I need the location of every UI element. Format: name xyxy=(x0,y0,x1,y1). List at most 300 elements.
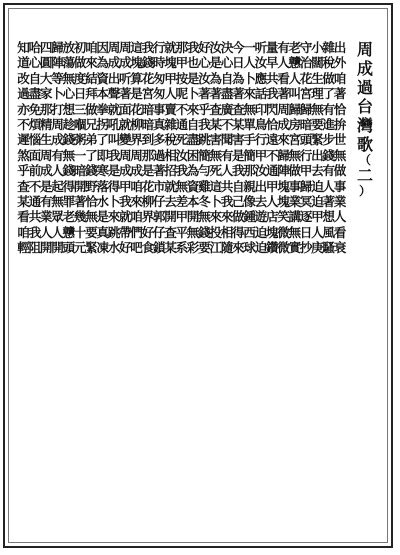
text-char: 我 xyxy=(175,163,189,179)
text-char: 本 xyxy=(186,193,200,209)
text-char: 緊 xyxy=(85,240,98,256)
text-char: 粥 xyxy=(73,132,87,148)
text-char: 成 xyxy=(107,55,121,71)
text-char: 開 xyxy=(51,240,64,256)
text-char: 共 xyxy=(28,209,42,225)
text-char: 得 xyxy=(232,224,245,240)
text-char: 自 xyxy=(186,116,200,132)
text-char: 有 xyxy=(220,147,234,163)
text-char: 咱 xyxy=(17,224,30,240)
text-char: 道 xyxy=(17,55,30,71)
text-char: 雜 xyxy=(164,116,177,132)
text-char: 做 xyxy=(322,70,335,86)
text-char: 做 xyxy=(73,55,87,71)
text-char: 拚 xyxy=(333,116,347,132)
text-char: 抄 xyxy=(299,240,313,256)
text-char: 成 xyxy=(277,116,290,132)
text-char: 盡 xyxy=(220,86,234,102)
text-char: 甲 xyxy=(299,163,313,179)
text-char: 趁 xyxy=(62,116,76,132)
text-char: 有 xyxy=(322,163,335,179)
text-char: 要 xyxy=(311,116,324,132)
text-char: 是 xyxy=(107,163,121,179)
text-char: 得 xyxy=(62,178,76,194)
text-char: 得 xyxy=(107,178,121,194)
text-char: 寒 xyxy=(96,163,109,179)
text-char: 歸 xyxy=(51,40,64,55)
text-char: 庚 xyxy=(311,240,324,256)
text-char: 亦 xyxy=(17,101,30,117)
text-char: 通 xyxy=(28,193,42,209)
text-char: 成 xyxy=(119,163,132,179)
text-char: 來 xyxy=(85,55,98,71)
text-char: 理 xyxy=(311,86,324,102)
text-char: 查 xyxy=(164,224,177,240)
text-char: 不 xyxy=(220,116,234,132)
text-char: 來 xyxy=(209,209,222,225)
text-char: 那 xyxy=(175,40,189,55)
text-char: 風 xyxy=(322,224,335,240)
text-char: 球 xyxy=(243,240,256,256)
text-char: 事 xyxy=(152,101,166,117)
text-char: 鎖 xyxy=(152,240,166,256)
text-char: 歸 xyxy=(299,178,313,194)
text-char: 嗰 xyxy=(73,116,87,132)
text-char: 輕 xyxy=(17,240,30,256)
text-char: 步 xyxy=(322,132,335,148)
text-char: 凍 xyxy=(96,240,109,256)
text-char: 外 xyxy=(333,55,347,71)
text-char: 為 xyxy=(96,55,109,71)
text-char: 初 xyxy=(73,40,87,55)
text-char: 花 xyxy=(299,70,313,86)
text-char: 無 xyxy=(62,70,76,86)
text-char: 業 xyxy=(333,193,347,209)
text-char: 稅 xyxy=(164,132,177,148)
text-char: 西 xyxy=(243,224,256,240)
text-char: 那 xyxy=(39,101,53,117)
text-char: 想 xyxy=(62,101,76,117)
text-char: 出 xyxy=(311,147,324,163)
text-char: 就 xyxy=(119,116,132,132)
text-char: 我 xyxy=(28,224,42,240)
text-char: 按 xyxy=(175,70,189,86)
text-char: 就 xyxy=(119,209,132,225)
text-char: 差 xyxy=(175,193,189,209)
text-char: 來 xyxy=(186,101,200,117)
text-char: 真 xyxy=(96,224,109,240)
text-char: 我 xyxy=(107,147,121,163)
text-char: 阻 xyxy=(28,240,42,256)
text-char: 是 xyxy=(130,86,143,102)
text-char: 老 xyxy=(62,209,76,225)
text-char: 決 xyxy=(220,40,234,55)
text-char: 時 xyxy=(152,55,166,71)
text-char: 卜 xyxy=(243,70,256,86)
text-char: 闊 xyxy=(311,55,324,71)
text-char: 行 xyxy=(152,40,166,55)
text-char: 己 xyxy=(232,193,245,209)
text-char: 行 xyxy=(299,147,313,163)
text-char: 講 xyxy=(288,209,302,225)
text-char: 就 xyxy=(164,40,177,55)
text-char: 頭 xyxy=(62,240,76,256)
text-char: 成 xyxy=(51,132,64,148)
text-char: 跳 xyxy=(198,132,211,148)
text-char: 盡 xyxy=(28,86,42,102)
text-char: 柳 xyxy=(130,116,143,132)
text-char: 不 xyxy=(265,147,279,163)
text-char: 周 xyxy=(107,40,121,55)
text-char: 塊 xyxy=(277,193,290,209)
text-char: 算 xyxy=(130,70,143,86)
text-char: 我 xyxy=(141,40,155,55)
text-char: 今 xyxy=(232,40,245,55)
text-char: 為 xyxy=(232,70,245,86)
text-char: 這 xyxy=(130,40,143,55)
text-char: 甲 xyxy=(175,55,189,71)
text-char: 恰 xyxy=(85,193,98,209)
text-char: 歸 xyxy=(288,101,302,117)
text-char: 稅 xyxy=(322,55,335,71)
text-char: 人 xyxy=(333,209,347,225)
text-char: 簡 xyxy=(198,147,211,163)
text-char: 迫 xyxy=(311,178,324,194)
text-char: 生 xyxy=(311,70,324,86)
text-char: 哈 xyxy=(28,40,42,55)
text-char: 守 xyxy=(299,40,313,55)
text-char: 仔 xyxy=(152,193,166,209)
text-char: 卜 xyxy=(209,193,222,209)
text-char: 無 xyxy=(186,224,200,240)
text-char: 迫 xyxy=(311,193,324,209)
text-char: 房 xyxy=(288,116,302,132)
title-char: 周 xyxy=(356,40,373,59)
text-char: 落 xyxy=(96,178,109,194)
text-char: 好 xyxy=(141,224,155,240)
text-char: 害 xyxy=(209,132,222,148)
text-char: 人 xyxy=(51,163,64,179)
text-column xyxy=(16,40,32,255)
text-char: 是 xyxy=(209,55,222,71)
text-char: 匆 xyxy=(152,86,166,102)
text-char: 某 xyxy=(164,240,177,256)
text-char: 汝 xyxy=(209,40,222,55)
text-char: 是 xyxy=(186,70,200,86)
text-char: 蕩 xyxy=(62,55,76,71)
text-char: 冥 xyxy=(299,193,313,209)
text-char: 幾 xyxy=(73,209,87,225)
text-char: 生 xyxy=(39,132,53,148)
text-char: 周 xyxy=(119,40,132,55)
text-char: 相 xyxy=(220,224,234,240)
text-char: 量 xyxy=(265,40,279,55)
text-char: 市 xyxy=(152,178,166,194)
text-char: 兄 xyxy=(85,116,98,132)
text-char: 仔 xyxy=(152,224,166,240)
text-char: 塊 xyxy=(277,178,290,194)
text-char: 恰 xyxy=(265,116,279,132)
text-char: 查 xyxy=(209,101,222,117)
text-char: 看 xyxy=(277,70,290,86)
text-char: 有 xyxy=(322,101,335,117)
text-char: 汝 xyxy=(198,70,211,86)
text-char: 我 xyxy=(198,116,211,132)
text-char: 無 xyxy=(51,193,64,209)
text-char: 暗 xyxy=(299,116,313,132)
text-char: 隨 xyxy=(220,240,234,256)
text-char: 面 xyxy=(28,147,42,163)
text-char: 好 xyxy=(198,40,211,55)
text-char: 來 xyxy=(232,240,245,256)
text-char: 大 xyxy=(39,70,53,86)
text-char: 無 xyxy=(85,209,98,225)
text-char: 野 xyxy=(85,178,98,194)
text-char: 即 xyxy=(96,147,109,163)
text-char: 業 xyxy=(288,193,302,209)
text-char: 人 xyxy=(265,193,279,209)
text-char: 江 xyxy=(209,240,222,256)
text-char: 像 xyxy=(243,193,256,209)
text-char: 著 xyxy=(209,86,222,102)
text-char: 塊 xyxy=(164,55,177,71)
text-char: 想 xyxy=(322,209,335,225)
text-char: 咱 xyxy=(333,70,347,86)
text-char: 汝 xyxy=(254,55,268,71)
text-char: 微 xyxy=(277,240,290,256)
text-char: 雞 xyxy=(198,178,211,194)
text-char: 來 xyxy=(107,209,121,225)
text-char: 雜 xyxy=(322,40,335,55)
text-char: 早 xyxy=(265,55,279,71)
text-char: 資 xyxy=(186,178,200,194)
text-char: 四 xyxy=(39,40,53,55)
text-char: 老 xyxy=(288,40,302,55)
text-char: 話 xyxy=(254,86,268,102)
text-char: 著 xyxy=(277,86,290,102)
text-char: 就 xyxy=(107,101,121,117)
text-char: 一 xyxy=(73,147,87,163)
text-char: 是 xyxy=(141,163,155,179)
text-char: 惱 xyxy=(28,132,42,148)
text-char: 陣 xyxy=(277,163,290,179)
text-char: 來 xyxy=(243,86,256,102)
text-char: 單 xyxy=(243,116,256,132)
text-char: 甲 xyxy=(265,178,279,194)
text-char: 甲 xyxy=(164,70,177,86)
text-char: 好 xyxy=(119,240,132,256)
text-char: 小 xyxy=(311,40,324,55)
text-char: 拐 xyxy=(96,116,109,132)
text-char: 甲 xyxy=(175,209,189,225)
text-char: 進 xyxy=(322,116,335,132)
title-char: 灣 xyxy=(356,116,373,135)
text-char: 著 xyxy=(152,163,166,179)
text-char: 戇 xyxy=(288,55,302,71)
text-char: 無 xyxy=(288,147,302,163)
text-char: 死 xyxy=(175,132,189,148)
text-char: 周 xyxy=(119,147,132,163)
text-char: 某 xyxy=(209,116,222,132)
text-char: 來 xyxy=(277,132,290,148)
text-char: 暗 xyxy=(141,116,155,132)
text-char: 跳 xyxy=(107,224,121,240)
text-char: 咱 xyxy=(130,178,143,194)
text-char: 叫 xyxy=(107,132,121,148)
text-char: 簡 xyxy=(243,147,256,163)
text-char: 拳 xyxy=(96,101,109,117)
text-char: 錢 xyxy=(62,132,76,148)
text-char: 弟 xyxy=(85,132,98,148)
text-char: 錢 xyxy=(85,163,98,179)
text-char: 錢 xyxy=(198,224,211,240)
text-char: 要 xyxy=(198,240,211,256)
text-char: 卜 xyxy=(107,193,121,209)
text-char: 日 xyxy=(232,55,245,71)
text-char: 不 xyxy=(17,116,30,132)
text-char: 來 xyxy=(220,209,234,225)
text-char: 放 xyxy=(62,40,76,55)
text-char: 暗 xyxy=(73,163,87,179)
text-char: 笑 xyxy=(277,209,290,225)
text-char: 本 xyxy=(96,86,109,102)
text-char: 是 xyxy=(96,209,109,225)
text-char: 事 xyxy=(333,178,347,194)
text-char: 就 xyxy=(164,178,177,194)
text-char: 著 xyxy=(333,86,347,102)
text-char: 去 xyxy=(311,163,324,179)
text-char: 無 xyxy=(288,224,302,240)
text-char: 卜 xyxy=(51,86,64,102)
text-char: 投 xyxy=(209,224,222,240)
text-char: 通 xyxy=(175,116,189,132)
text-char: 甲 xyxy=(119,178,132,194)
text-char: 做 xyxy=(232,209,245,225)
text-char: 遊 xyxy=(254,209,268,225)
text-char: 有 xyxy=(277,40,290,55)
text-char: 自 xyxy=(28,70,42,86)
text-char: 咱 xyxy=(85,40,98,55)
text-char: 人 xyxy=(277,55,290,71)
text-char: 我 xyxy=(265,86,279,102)
text-char: 結 xyxy=(85,70,98,86)
text-char: 過 xyxy=(152,147,166,163)
text-char: 不 xyxy=(28,178,42,194)
text-char: 看 xyxy=(333,224,347,240)
text-char: 無 xyxy=(311,101,324,117)
text-char: 店 xyxy=(265,209,279,225)
text-char: 心 xyxy=(62,86,76,102)
text-char: 人 xyxy=(311,224,324,240)
text-char: 錢 xyxy=(62,163,76,179)
text-char: 去 xyxy=(254,193,268,209)
text-char: 行 xyxy=(254,132,268,148)
text-char: 聞 xyxy=(220,132,234,148)
title-char: 成 xyxy=(356,59,373,78)
text-char: 花 xyxy=(141,70,155,86)
text-char: 我 xyxy=(232,163,245,179)
text-char: 為 xyxy=(209,70,222,86)
text-char: 郭 xyxy=(152,209,166,225)
text-char: 無 xyxy=(175,178,189,194)
text-char: 煞 xyxy=(17,147,30,163)
text-char: 不 xyxy=(175,101,189,117)
text-char: 汝 xyxy=(175,147,189,163)
text-char: 相 xyxy=(164,147,177,163)
text-char: 著 xyxy=(73,193,87,209)
text-char: 共 xyxy=(265,70,279,86)
text-char: 听 xyxy=(254,40,268,55)
text-char: 遠 xyxy=(265,132,279,148)
text-char: 帶 xyxy=(119,224,132,240)
text-char: 陣 xyxy=(51,55,64,71)
text-char: 成 xyxy=(119,55,132,71)
text-char: 招 xyxy=(164,163,177,179)
text-char: 宮 xyxy=(299,86,313,102)
title-char: 二 xyxy=(356,166,373,185)
text-char: 乎 xyxy=(198,101,211,117)
text-char: 心 xyxy=(198,55,211,71)
text-char: 十 xyxy=(73,224,87,240)
text-char: 實 xyxy=(288,240,302,256)
text-char: 通 xyxy=(265,163,279,179)
text-char: 到 xyxy=(141,132,155,148)
text-char: 人 xyxy=(164,86,177,102)
text-char: 周 xyxy=(39,147,53,163)
text-char: 改 xyxy=(17,70,30,86)
text-char: 拜 xyxy=(85,86,98,102)
text-char: 出 xyxy=(333,40,347,55)
text-char: 騷 xyxy=(322,240,335,256)
text-char: 著 xyxy=(322,193,335,209)
text-char: 查 xyxy=(17,178,30,194)
text-char: 鳥 xyxy=(254,116,268,132)
text-char: 罪 xyxy=(62,193,76,209)
text-char: 心 xyxy=(28,55,42,71)
text-char: 我 xyxy=(119,193,132,209)
text-char: 某 xyxy=(17,193,30,209)
text-char: 無 xyxy=(198,209,211,225)
text-char: 們 xyxy=(130,224,143,240)
text-char: 著 xyxy=(119,86,132,102)
text-char: 無 xyxy=(333,147,347,163)
text-char: 要 xyxy=(85,224,98,240)
text-char: 著 xyxy=(232,86,245,102)
text-char: 乎 xyxy=(17,163,30,179)
text-char: 去 xyxy=(164,193,177,209)
text-char: 呢 xyxy=(175,86,189,102)
text-char: 人 xyxy=(39,224,53,240)
text-char: 著 xyxy=(198,86,211,102)
text-char: 有 xyxy=(51,147,64,163)
text-char: 我 xyxy=(186,40,200,55)
text-char: 無 xyxy=(62,147,76,163)
text-char: 人 xyxy=(243,55,256,71)
text-char: 逐 xyxy=(299,209,313,225)
text-char: 開 xyxy=(73,178,87,194)
text-char: 冬 xyxy=(198,193,211,209)
text-char: 咱 xyxy=(130,209,143,225)
text-char: 宮 xyxy=(288,132,302,148)
text-char: 甲 xyxy=(254,147,268,163)
song-title xyxy=(354,40,376,197)
text-char: 錢 xyxy=(141,55,155,71)
title-char: ） xyxy=(358,184,371,198)
text-char: 汝 xyxy=(254,163,268,179)
text-char: 開 xyxy=(39,240,53,256)
text-char: 那 xyxy=(243,163,256,179)
text-char: 遲 xyxy=(17,132,30,148)
